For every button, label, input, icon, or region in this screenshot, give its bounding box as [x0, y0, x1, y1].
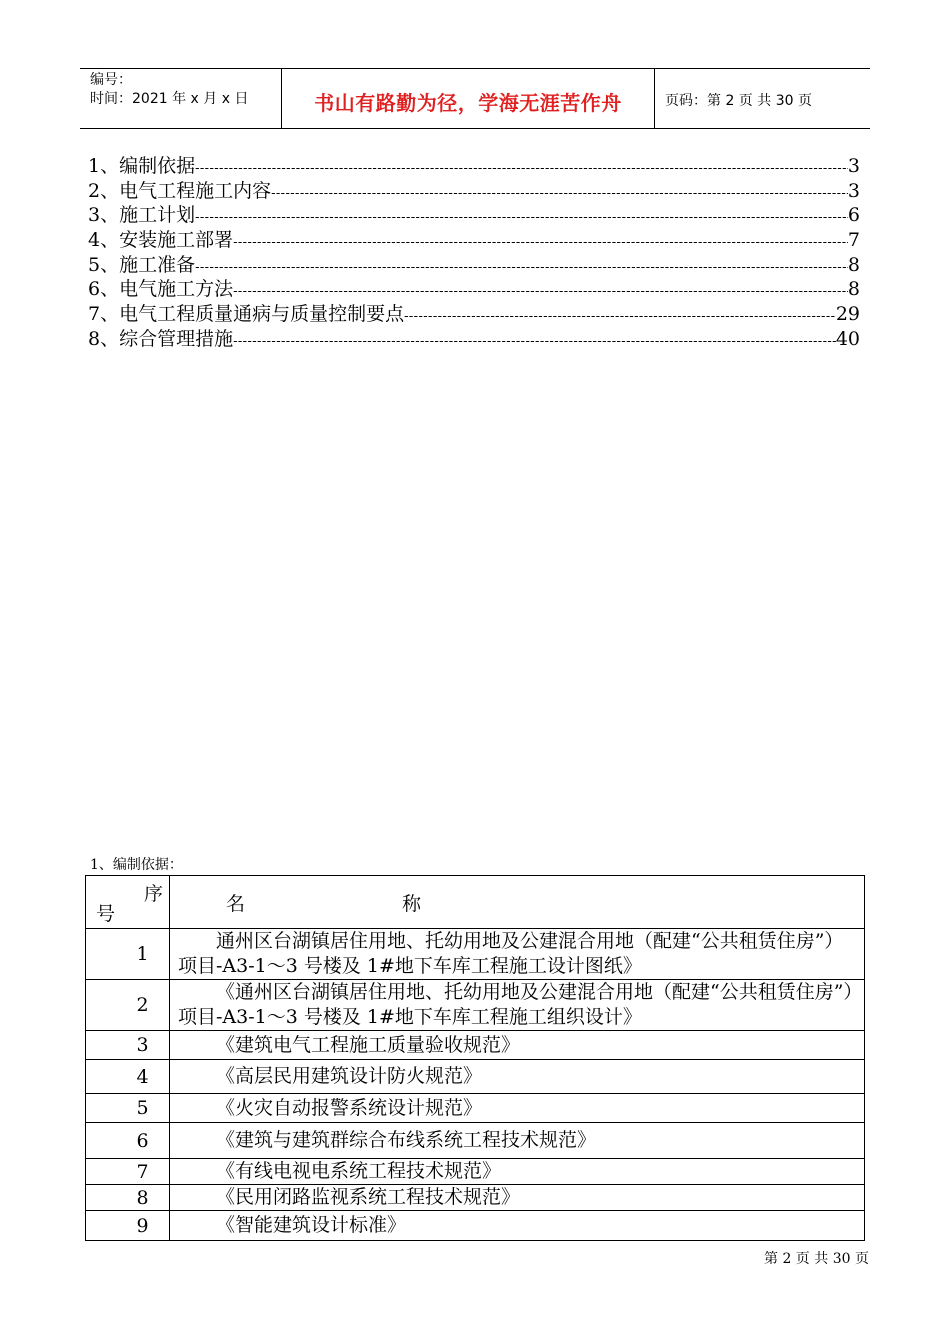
- toc-entry-title: 7、电气工程质量通病与质量控制要点: [88, 303, 405, 326]
- toc-entry-page: 6: [847, 204, 860, 227]
- table-row: [86, 1211, 865, 1241]
- toc-entry[interactable]: [88, 154, 860, 179]
- toc-entry[interactable]: [88, 203, 860, 228]
- toc-entry-page: 40: [835, 327, 860, 350]
- toc-entry[interactable]: [88, 228, 860, 253]
- header-meta: [90, 71, 280, 109]
- toc-entry-page: 3: [847, 179, 860, 202]
- row-name: 《民用闭路监视系统工程技术规范》: [170, 1185, 865, 1211]
- table-row: [86, 1060, 865, 1094]
- row-number: 7: [86, 1159, 170, 1185]
- row-name: 通州区台湖镇居住用地、托幼用地及公建混合用地（配建“公共租赁住房”）项目-A3-1～3 号楼及 1#地下车库工程施工设计图纸》: [170, 929, 865, 980]
- row-name: 《智能建筑设计标准》: [170, 1211, 865, 1241]
- toc-entry-page: 8: [847, 253, 860, 276]
- table-row: [86, 1123, 865, 1159]
- toc-leader: [195, 206, 848, 228]
- row-number: 8: [86, 1185, 170, 1211]
- toc-entry-page: 29: [835, 303, 860, 326]
- toc-entry-title: 8、综合管理措施: [88, 327, 234, 350]
- row-number: 5: [86, 1094, 170, 1123]
- row-number: 4: [86, 1060, 170, 1094]
- page-header: [80, 68, 870, 129]
- toc-entry-title: 4、安装施工部署: [88, 229, 234, 252]
- toc-leader: [233, 231, 848, 253]
- section-heading: 1、编制依据：: [90, 857, 183, 873]
- toc-leader: [195, 256, 848, 278]
- header-name-part1: 名: [226, 893, 246, 915]
- header-cell-no: [86, 876, 170, 929]
- row-name: 《通州区台湖镇居住用地、托幼用地及公建混合用地（配建“公共租赁住房”）项目-A3-1～3 号楼及 1#地下车库工程施工组织设计》: [170, 980, 865, 1031]
- table-row: [86, 1159, 865, 1185]
- toc-leader: [233, 280, 848, 302]
- row-name: 《建筑电气工程施工质量验收规范》: [170, 1031, 865, 1060]
- serial-number-label: 编号：: [90, 72, 132, 88]
- toc-entry-title: 5、施工准备: [88, 253, 196, 276]
- toc-entry-title: 2、电气工程施工内容: [88, 179, 272, 202]
- reference-table: [85, 875, 865, 1241]
- table-row: [86, 929, 865, 980]
- header-no-top: 序: [143, 883, 163, 905]
- toc-entry-title: 1、编制依据: [88, 155, 196, 177]
- header-cell-name: [170, 876, 865, 929]
- table-row: [86, 1031, 865, 1060]
- row-number: 1: [86, 929, 170, 980]
- header-name-part2: 称: [402, 893, 422, 915]
- row-number: 6: [86, 1123, 170, 1159]
- header-motto: 书山有路勤为径，学海无涯苦作舟: [314, 91, 622, 115]
- toc-leader: [195, 157, 848, 179]
- toc-entry-title: 6、电气施工方法: [88, 278, 234, 301]
- date-label: 时间：2021 年 x 月 x 日: [90, 91, 249, 107]
- row-name: 《建筑与建筑群综合布线系统工程技术规范》: [170, 1123, 865, 1159]
- toc-leader: [233, 330, 836, 352]
- row-name: 《高层民用建筑设计防火规范》: [170, 1060, 865, 1094]
- table-row: [86, 1185, 865, 1211]
- toc-entry[interactable]: [88, 327, 860, 352]
- toc-entry[interactable]: [88, 253, 860, 278]
- row-name: 《有线电视电系统工程技术规范》: [170, 1159, 865, 1185]
- toc-leader: [271, 182, 848, 204]
- table-of-contents: [88, 154, 860, 352]
- toc-entry-page: 8: [847, 278, 860, 301]
- header-divider: [654, 69, 655, 128]
- toc-entry[interactable]: [88, 179, 860, 204]
- row-number: 9: [86, 1211, 170, 1241]
- toc-entry-title: 3、施工计划: [88, 204, 196, 227]
- toc-entry-page: 7: [847, 229, 860, 252]
- toc-leader: [404, 305, 836, 327]
- row-number: 3: [86, 1031, 170, 1060]
- page-footer: 第 2 页 共 30 页: [764, 1251, 869, 1267]
- row-number: 2: [86, 980, 170, 1031]
- toc-entry[interactable]: [88, 277, 860, 302]
- row-name: 《火灾自动报警系统设计规范》: [170, 1094, 865, 1123]
- table-row: [86, 980, 865, 1031]
- toc-entry[interactable]: [88, 302, 860, 327]
- table-header-row: [86, 876, 865, 929]
- toc-entry-page: 3: [847, 155, 860, 177]
- table-row: [86, 1094, 865, 1123]
- header-page-number: 页码：第 2 页 共 30 页: [665, 93, 812, 109]
- header-no-bottom: 号: [96, 903, 116, 925]
